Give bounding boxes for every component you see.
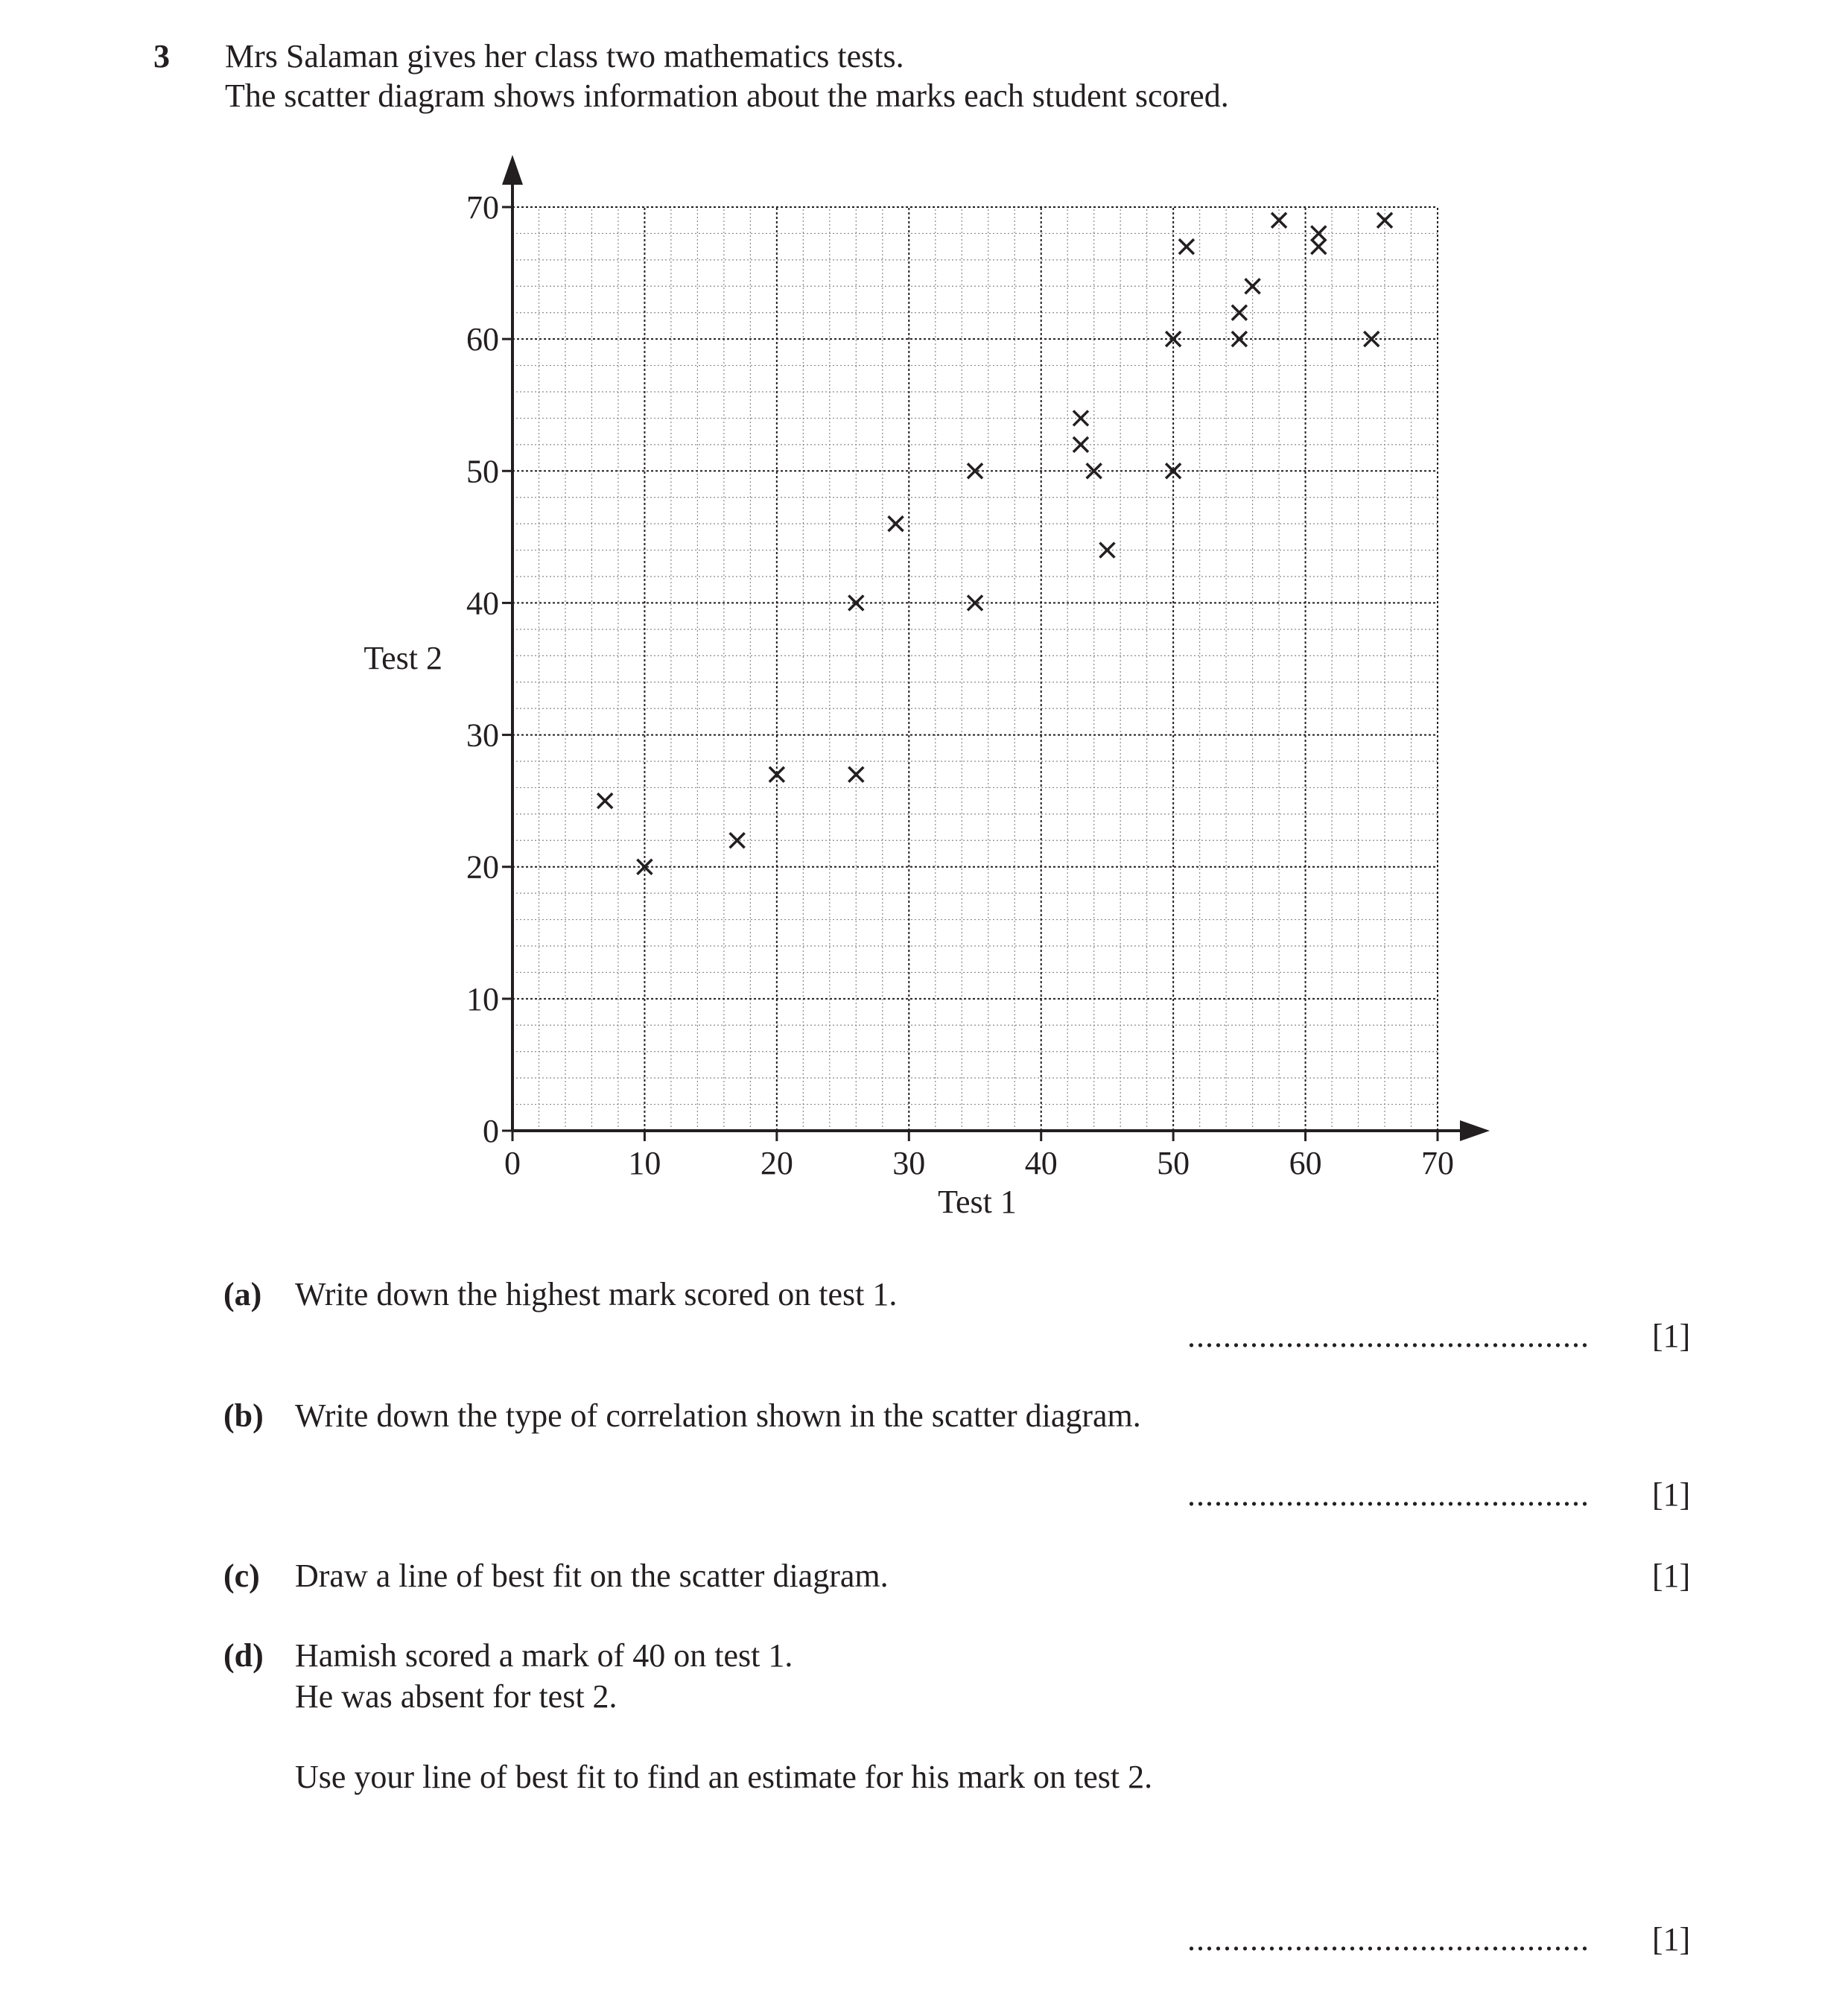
x-tick-label: 40 — [1024, 1145, 1058, 1181]
major-grid — [512, 207, 1438, 1131]
data-point-cross — [1232, 305, 1247, 320]
part-d-line-1: Hamish scored a mark of 40 on test 1. — [295, 1637, 793, 1674]
x-tick-label: 70 — [1421, 1145, 1454, 1181]
y-tick-label: 0 — [483, 1113, 499, 1149]
part-b-label: (b) — [223, 1397, 264, 1434]
part-b-answer-line[interactable]: ............................................. — [1187, 1476, 1590, 1513]
data-point-cross — [1179, 239, 1194, 254]
part-d-line-2: He was absent for test 2. — [295, 1678, 617, 1715]
x-ticks — [504, 1131, 1454, 1181]
data-point-cross — [769, 767, 784, 782]
y-tick-label: 40 — [466, 585, 499, 622]
minor-grid — [512, 207, 1438, 1131]
data-point-cross — [730, 833, 745, 848]
part-d-label: (d) — [223, 1637, 264, 1674]
y-axis-arrowhead — [502, 155, 523, 185]
question-intro-line-1: Mrs Salaman gives her class two mathematics tests. — [225, 38, 904, 74]
part-a-question: Write down the highest mark scored on test 1. — [295, 1276, 898, 1312]
y-tick-label: 50 — [466, 453, 499, 490]
y-tick-label: 10 — [466, 980, 499, 1018]
y-tick-label: 30 — [466, 717, 499, 754]
y-ticks — [466, 189, 512, 1149]
x-axis-arrowhead — [1460, 1120, 1490, 1141]
x-tick-label: 60 — [1289, 1145, 1322, 1181]
y-axis-title: Test 2 — [363, 640, 442, 676]
x-tick-label: 0 — [504, 1145, 521, 1181]
part-b-marks: [1] — [1652, 1476, 1691, 1513]
data-points — [597, 213, 1392, 874]
part-d-answer-line[interactable]: ............................................. — [1187, 1921, 1590, 1958]
part-a-marks: [1] — [1652, 1318, 1691, 1354]
x-tick-label: 20 — [760, 1145, 793, 1181]
part-c-marks: [1] — [1652, 1558, 1691, 1594]
x-tick-label: 50 — [1157, 1145, 1190, 1181]
part-a-answer-line[interactable]: ............................................. — [1187, 1318, 1590, 1354]
x-tick-label: 10 — [628, 1145, 661, 1181]
x-tick-label: 30 — [892, 1145, 926, 1181]
question-intro-line-2: The scatter diagram shows information about the marks each student scored. — [225, 77, 1229, 114]
part-d-line-3: Use your line of best fit to find an estimate for his mark on test 2. — [295, 1759, 1153, 1795]
y-tick-label: 60 — [466, 321, 499, 358]
question-number: 3 — [153, 38, 170, 74]
part-d-marks: [1] — [1652, 1921, 1691, 1958]
y-tick-label: 20 — [466, 848, 499, 886]
part-c-label: (c) — [223, 1558, 260, 1594]
data-point-cross — [597, 793, 612, 808]
part-a-label: (a) — [223, 1276, 262, 1312]
data-point-cross — [1311, 239, 1326, 254]
part-b-question: Write down the type of correlation shown in the scatter diagram. — [295, 1397, 1141, 1434]
x-axis-title: Test 1 — [938, 1184, 1017, 1220]
part-c-question: Draw a line of best fit on the scatter diagram. — [295, 1558, 889, 1594]
y-tick-label: 70 — [466, 189, 499, 226]
